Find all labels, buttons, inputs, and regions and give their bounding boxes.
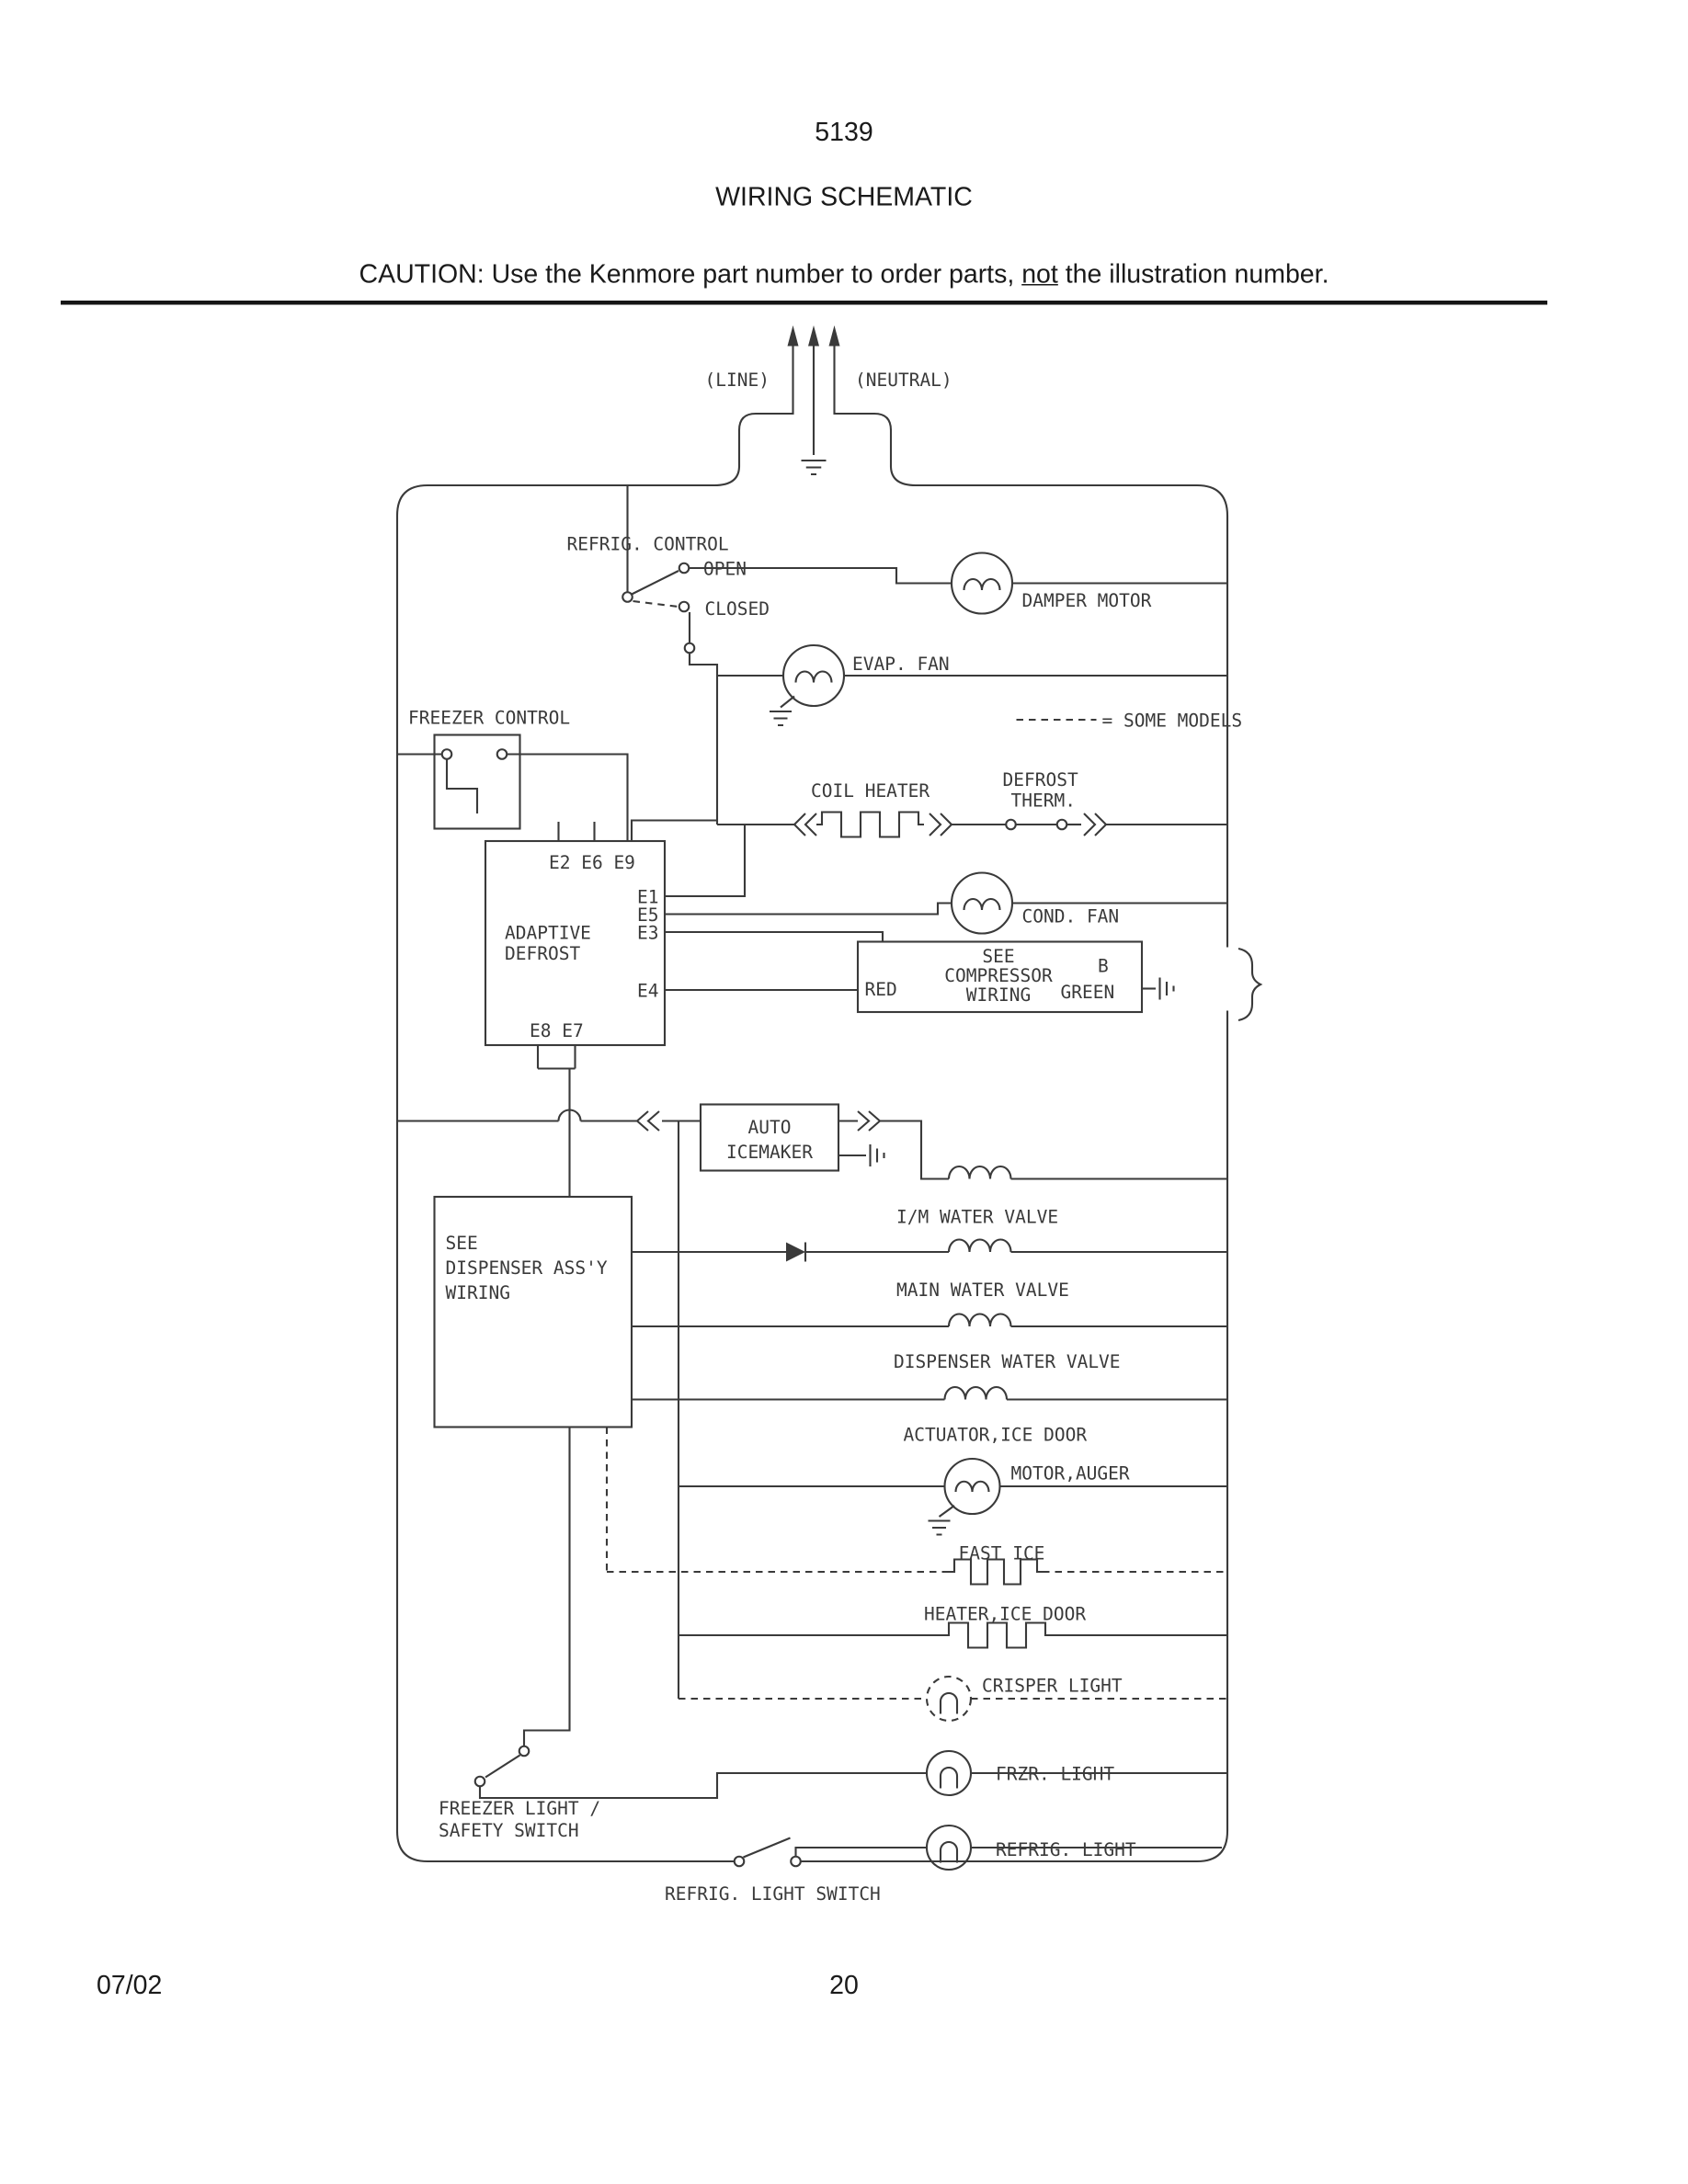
icemaker-label-2: ICEMAKER bbox=[726, 1142, 813, 1163]
lamp-filament-icon bbox=[941, 1768, 957, 1789]
terminal-e5: E5 bbox=[637, 904, 659, 927]
ground-connector-icon bbox=[1160, 978, 1174, 1000]
red-wire-label: RED bbox=[864, 979, 897, 1000]
frzr-light bbox=[927, 1751, 1227, 1795]
defrost-therm-label-1: DEFROST bbox=[1002, 769, 1078, 791]
safety-switch-label-2: SAFETY SWITCH bbox=[439, 1820, 579, 1841]
footer-date: 07/02 bbox=[97, 1972, 163, 2001]
lamp-filament-icon bbox=[941, 1693, 957, 1714]
caution-suffix: the illustration number. bbox=[1057, 260, 1329, 290]
open-label: OPEN bbox=[703, 558, 747, 580]
evap-fan-label: EVAP. FAN bbox=[852, 654, 950, 675]
connector-chevrons-icon bbox=[637, 1111, 659, 1131]
dispenser-box-label-3: WIRING bbox=[445, 1282, 510, 1303]
dispenser-box-label-1: SEE bbox=[445, 1233, 478, 1254]
terminal-e4: E4 bbox=[637, 980, 659, 1002]
main-water-valve-label: MAIN WATER VALVE bbox=[896, 1280, 1069, 1301]
green-wire-label: GREEN bbox=[1060, 982, 1115, 1003]
caution-prefix: CAUTION: Use the Kenmore part number to order parts, bbox=[359, 260, 1022, 290]
compressor-label-1: SEE bbox=[982, 946, 1015, 967]
ground-symbol-icon bbox=[802, 461, 827, 474]
im-water-valve bbox=[896, 1166, 1227, 1228]
motor-auger-label: MOTOR,AUGER bbox=[1010, 1462, 1130, 1484]
heater-ice-door bbox=[679, 1604, 1227, 1648]
coil-heater bbox=[717, 780, 1006, 837]
freezer-control bbox=[397, 708, 628, 842]
line-label: (LINE) bbox=[704, 370, 770, 391]
some-models-label: = SOME MODELS bbox=[1101, 710, 1243, 732]
motor-coil-icon bbox=[964, 899, 1000, 910]
damper-motor-label: DAMPER MOTOR bbox=[1021, 590, 1152, 611]
main-water-valve bbox=[632, 1240, 1227, 1301]
defrost-thermostat bbox=[1003, 769, 1228, 836]
connector-chevrons-icon bbox=[858, 1111, 880, 1131]
dispenser-assy-box bbox=[435, 1197, 633, 1428]
neutral-arrow-icon bbox=[829, 325, 840, 347]
fast-ice bbox=[607, 1428, 1227, 1585]
adaptive-top-terminals: E2 E6 E9 bbox=[549, 852, 635, 874]
compressor-label-3: WIRING bbox=[965, 984, 1032, 1006]
b-wire-label: B bbox=[1098, 955, 1109, 977]
adaptive-bottom-terminals: E8 E7 bbox=[530, 1020, 584, 1041]
cabinet-outline bbox=[397, 342, 1227, 1861]
power-supply-entry bbox=[705, 325, 952, 474]
actuator-ice-door-label: ACTUATOR,ICE DOOR bbox=[903, 1424, 1088, 1446]
adaptive-label-2: DEFROST bbox=[505, 943, 581, 964]
motor-auger bbox=[679, 1459, 1227, 1535]
refrig-light-switch bbox=[665, 1838, 927, 1905]
compressor-label-2: COMPRESSOR bbox=[944, 965, 1053, 986]
motor-coil-icon bbox=[964, 579, 1000, 590]
terminal-e3: E3 bbox=[637, 922, 659, 944]
fast-ice-label: FAST ICE bbox=[958, 1542, 1045, 1564]
refrig-light-switch-label: REFRIG. LIGHT SWITCH bbox=[665, 1883, 881, 1905]
coil-heater-label: COIL HEATER bbox=[811, 780, 930, 802]
solenoid-coil-icon bbox=[949, 1314, 1011, 1326]
solenoid-coil-icon bbox=[945, 1387, 1008, 1400]
caution-underlined-word: not bbox=[1021, 260, 1058, 290]
adaptive-defrost-board bbox=[485, 821, 952, 1198]
doc-number: 5139 bbox=[815, 119, 873, 148]
motor-coil-icon bbox=[796, 672, 832, 683]
defrost-therm-label-2: THERM. bbox=[1010, 790, 1076, 812]
refrig-light-label: REFRIG. LIGHT bbox=[996, 1839, 1136, 1860]
footer-page-number: 20 bbox=[829, 1972, 859, 2001]
ground-connector-icon bbox=[871, 1144, 884, 1166]
heater-ice-door-label: HEATER,ICE DOOR bbox=[924, 1603, 1087, 1625]
refrig-control-label: REFRIG. CONTROL bbox=[566, 533, 729, 555]
frzr-light-label: FRZR. LIGHT bbox=[996, 1763, 1115, 1785]
terminal-e1: E1 bbox=[637, 886, 659, 908]
damper-motor bbox=[952, 553, 1227, 614]
actuator-ice-door bbox=[632, 1387, 1227, 1446]
compressor-bracket-icon bbox=[1238, 949, 1260, 1020]
refrig-light bbox=[927, 1826, 1222, 1870]
dispenser-water-valve bbox=[632, 1314, 1227, 1372]
line-arrow-icon bbox=[788, 325, 799, 347]
closed-label: CLOSED bbox=[704, 598, 770, 620]
safety-switch-label-1: FREEZER LIGHT / bbox=[439, 1798, 601, 1819]
dispenser-water-valve-label: DISPENSER WATER VALVE bbox=[894, 1351, 1121, 1372]
motor-coil-icon bbox=[956, 1482, 989, 1492]
solenoid-coil-icon bbox=[949, 1166, 1011, 1179]
dispenser-box-label-2: DISPENSER ASS'Y bbox=[445, 1257, 608, 1279]
connector-chevrons-icon bbox=[930, 813, 952, 836]
im-water-valve-label: I/M WATER VALVE bbox=[896, 1206, 1059, 1228]
solenoid-coil-icon bbox=[949, 1240, 1011, 1252]
cond-fan bbox=[952, 873, 1227, 934]
freezer-control-label: FREEZER CONTROL bbox=[408, 707, 571, 729]
connector-chevrons-icon bbox=[1084, 813, 1106, 836]
icemaker-label-1: AUTO bbox=[747, 1117, 792, 1138]
heater-element-icon bbox=[943, 1623, 1051, 1648]
heater-element-icon bbox=[816, 813, 924, 837]
freezer-light-safety-switch bbox=[439, 1428, 927, 1842]
connector-chevrons-icon bbox=[794, 813, 816, 836]
cond-fan-label: COND. FAN bbox=[1021, 905, 1120, 927]
ground-symbol-icon bbox=[929, 1506, 955, 1535]
some-models-legend bbox=[1017, 711, 1243, 732]
auto-icemaker bbox=[397, 1105, 949, 1700]
compressor-box bbox=[858, 942, 1260, 1021]
ground-symbol-icon bbox=[770, 697, 794, 726]
diode-icon bbox=[786, 1243, 805, 1262]
lamp-filament-icon bbox=[941, 1842, 957, 1863]
adaptive-label-1: ADAPTIVE bbox=[505, 922, 591, 944]
neutral-label: (NEUTRAL) bbox=[855, 370, 952, 391]
page-title: WIRING SCHEMATIC bbox=[715, 183, 973, 212]
crisper-light bbox=[679, 1676, 1227, 1722]
crisper-light-label: CRISPER LIGHT bbox=[982, 1675, 1123, 1697]
